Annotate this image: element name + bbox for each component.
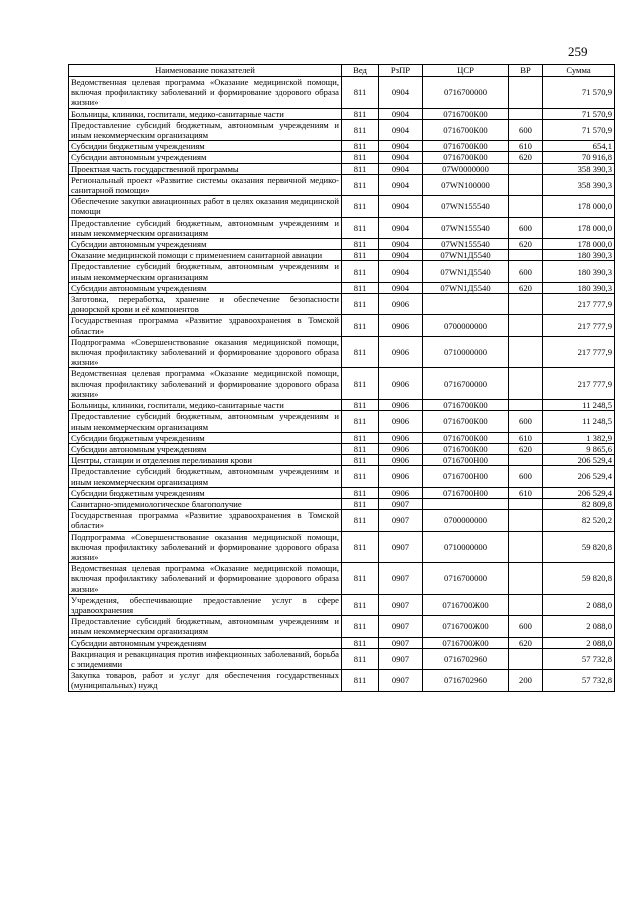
cell-vr: 200 [509, 670, 543, 691]
cell-name: Предоставление субсидий бюджетным, автономным учреждениям и иным некоммерческим организациям [69, 119, 342, 140]
cell-vr [509, 163, 543, 174]
cell-vr: 620 [509, 443, 543, 454]
header-name: Наименование показателей [69, 65, 342, 77]
cell-csr: 0716700К00 [423, 141, 509, 152]
cell-name: Заготовка, переработка, хранение и обеспечение безопасности донорской крови и её компонентов [69, 294, 342, 315]
table-row [69, 648, 615, 669]
cell-csr: 0716700Ж00 [423, 594, 509, 615]
cell-sum: 180 390,3 [543, 250, 615, 261]
cell-vr: 610 [509, 432, 543, 443]
cell-name: Обеспечение закупки авиационных работ в целях оказания медицинской помощи [69, 196, 342, 217]
cell-sum: 180 390,3 [543, 282, 615, 293]
table-row [69, 163, 615, 174]
cell-csr: 0716700К00 [423, 432, 509, 443]
cell-name: Предоставление субсидий бюджетным, автономным учреждениям и иным некоммерческим организациям [69, 411, 342, 432]
cell-csr: 07WN155540 [423, 196, 509, 217]
cell-sum: 358 390,3 [543, 163, 615, 174]
cell-ved: 811 [342, 432, 379, 443]
cell-vr: 620 [509, 239, 543, 250]
cell-ved: 811 [342, 648, 379, 669]
cell-sum: 9 865,6 [543, 443, 615, 454]
cell-name: Центры, станции и отделения переливания крови [69, 455, 342, 466]
cell-csr: 0710000000 [423, 336, 509, 368]
cell-rzpr: 0907 [379, 637, 423, 648]
cell-name: Предоставление субсидий бюджетным, автономным учреждениям и иным некоммерческим организациям [69, 616, 342, 637]
cell-vr: 620 [509, 152, 543, 163]
cell-csr: 0716700000 [423, 77, 509, 109]
table-row [69, 108, 615, 119]
cell-sum: 1 382,9 [543, 432, 615, 443]
cell-sum: 11 248,5 [543, 400, 615, 411]
cell-ved: 811 [342, 174, 379, 195]
cell-name: Субсидии автономным учреждениям [69, 443, 342, 454]
cell-sum: 71 570,9 [543, 119, 615, 140]
table-row [69, 498, 615, 509]
cell-vr: 600 [509, 466, 543, 487]
cell-rzpr: 0907 [379, 648, 423, 669]
cell-csr [423, 294, 509, 315]
cell-name: Ведомственная целевая программа «Оказание медицинской помощи, включая профилактику заболеваний и формирование здорового образа жизни» [69, 563, 342, 595]
cell-sum: 217 777,9 [543, 368, 615, 400]
cell-rzpr: 0907 [379, 670, 423, 691]
cell-ved: 811 [342, 443, 379, 454]
cell-csr: 0716700Н00 [423, 466, 509, 487]
cell-sum: 206 529,4 [543, 487, 615, 498]
cell-csr: 07WN1Д5540 [423, 261, 509, 282]
cell-vr [509, 336, 543, 368]
cell-sum: 217 777,9 [543, 294, 615, 315]
cell-ved: 811 [342, 510, 379, 531]
table-row [69, 152, 615, 163]
cell-ved: 811 [342, 411, 379, 432]
cell-vr [509, 108, 543, 119]
cell-sum: 178 000,0 [543, 217, 615, 238]
cell-csr: 0716700К00 [423, 119, 509, 140]
cell-name: Государственная программа «Развитие здравоохранения в Томской области» [69, 315, 342, 336]
cell-name: Больницы, клиники, госпитали, медико-санитарные части [69, 108, 342, 119]
cell-rzpr: 0904 [379, 77, 423, 109]
table-row [69, 510, 615, 531]
cell-rzpr: 0906 [379, 443, 423, 454]
cell-vr [509, 594, 543, 615]
cell-ved: 811 [342, 563, 379, 595]
table-row [69, 594, 615, 615]
table-row [69, 487, 615, 498]
cell-name: Закупка товаров, работ и услуг для обеспечения государственных (муниципальных) нужд [69, 670, 342, 691]
cell-name: Предоставление субсидий бюджетным, автономным учреждениям и иным некоммерческим организациям [69, 466, 342, 487]
cell-ved: 811 [342, 282, 379, 293]
cell-csr: 07WN155540 [423, 239, 509, 250]
cell-sum: 2 088,0 [543, 594, 615, 615]
cell-rzpr: 0904 [379, 261, 423, 282]
cell-rzpr: 0904 [379, 152, 423, 163]
cell-ved: 811 [342, 250, 379, 261]
cell-ved: 811 [342, 531, 379, 563]
cell-rzpr: 0907 [379, 510, 423, 531]
cell-vr [509, 531, 543, 563]
cell-name: Проектная часть государственной программы [69, 163, 342, 174]
cell-csr: 07WN155540 [423, 217, 509, 238]
cell-vr [509, 77, 543, 109]
cell-ved: 811 [342, 152, 379, 163]
cell-vr [509, 368, 543, 400]
cell-ved: 811 [342, 239, 379, 250]
cell-name: Ведомственная целевая программа «Оказание медицинской помощи, включая профилактику заболеваний и формирование здорового образа жизни» [69, 77, 342, 109]
table-row [69, 294, 615, 315]
table-row [69, 315, 615, 336]
header-ved: Вед [342, 65, 379, 77]
cell-ved: 811 [342, 637, 379, 648]
cell-rzpr: 0906 [379, 432, 423, 443]
cell-name: Государственная программа «Развитие здравоохранения в Томской области» [69, 510, 342, 531]
cell-name: Субсидии автономным учреждениям [69, 152, 342, 163]
cell-sum: 217 777,9 [543, 315, 615, 336]
page-number: 259 [568, 44, 588, 59]
cell-vr [509, 400, 543, 411]
table-row [69, 400, 615, 411]
cell-name: Больницы, клиники, госпитали, медико-санитарные части [69, 400, 342, 411]
cell-csr: 0716700К00 [423, 411, 509, 432]
cell-ved: 811 [342, 368, 379, 400]
cell-sum: 206 529,4 [543, 466, 615, 487]
cell-rzpr: 0904 [379, 174, 423, 195]
cell-vr [509, 563, 543, 595]
cell-sum: 71 570,9 [543, 77, 615, 109]
cell-rzpr: 0904 [379, 239, 423, 250]
cell-vr [509, 250, 543, 261]
cell-sum: 59 820,8 [543, 563, 615, 595]
cell-ved: 811 [342, 616, 379, 637]
cell-ved: 811 [342, 315, 379, 336]
cell-csr: 0716700000 [423, 563, 509, 595]
cell-sum: 654,1 [543, 141, 615, 152]
table-row [69, 174, 615, 195]
cell-ved: 811 [342, 400, 379, 411]
cell-vr [509, 498, 543, 509]
cell-vr: 600 [509, 616, 543, 637]
table-row [69, 563, 615, 595]
cell-name: Субсидии бюджетным учреждениям [69, 487, 342, 498]
cell-csr: 0716700К00 [423, 108, 509, 119]
cell-sum: 180 390,3 [543, 261, 615, 282]
cell-csr: 07WN1Д5540 [423, 250, 509, 261]
table-row [69, 261, 615, 282]
cell-rzpr: 0904 [379, 282, 423, 293]
cell-rzpr: 0907 [379, 616, 423, 637]
header-sum: Сумма [543, 65, 615, 77]
cell-csr: 0716700К00 [423, 400, 509, 411]
table-row [69, 77, 615, 109]
cell-vr [509, 174, 543, 195]
cell-rzpr: 0904 [379, 119, 423, 140]
table-row [69, 443, 615, 454]
cell-ved: 811 [342, 594, 379, 615]
cell-csr: 0716700Н00 [423, 455, 509, 466]
cell-sum: 57 732,8 [543, 648, 615, 669]
table-body [69, 77, 615, 692]
table-row [69, 455, 615, 466]
cell-ved: 811 [342, 487, 379, 498]
cell-vr [509, 294, 543, 315]
cell-name: Санитарно-эпидемиологическое благополучие [69, 498, 342, 509]
cell-csr: 0716700Ж00 [423, 637, 509, 648]
cell-ved: 811 [342, 77, 379, 109]
header-csr: ЦСР [423, 65, 509, 77]
cell-sum: 358 390,3 [543, 174, 615, 195]
cell-ved: 811 [342, 108, 379, 119]
budget-table [68, 64, 615, 692]
cell-name: Подпрограмма «Совершенствование оказания медицинской помощи, включая профилактику заболеваний и формирование здорового образа жизни» [69, 336, 342, 368]
cell-rzpr: 0907 [379, 594, 423, 615]
cell-csr: 07W0000000 [423, 163, 509, 174]
cell-sum: 70 916,8 [543, 152, 615, 163]
cell-csr: 0716700Ж00 [423, 616, 509, 637]
cell-vr: 600 [509, 261, 543, 282]
cell-sum: 2 088,0 [543, 637, 615, 648]
cell-vr: 610 [509, 141, 543, 152]
cell-csr: 0716702960 [423, 648, 509, 669]
cell-rzpr: 0904 [379, 196, 423, 217]
cell-csr: 0716700Н00 [423, 487, 509, 498]
cell-rzpr: 0906 [379, 294, 423, 315]
cell-ved: 811 [342, 261, 379, 282]
cell-sum: 2 088,0 [543, 616, 615, 637]
cell-csr: 0710000000 [423, 531, 509, 563]
cell-rzpr: 0904 [379, 108, 423, 119]
cell-csr: 0716700К00 [423, 152, 509, 163]
cell-vr: 600 [509, 411, 543, 432]
cell-name: Предоставление субсидий бюджетным, автономным учреждениям и иным некоммерческим организациям [69, 261, 342, 282]
cell-sum: 178 000,0 [543, 196, 615, 217]
cell-sum: 206 529,4 [543, 455, 615, 466]
cell-rzpr: 0906 [379, 455, 423, 466]
cell-name: Региональный проект «Развитие системы оказания первичной медико-санитарной помощи» [69, 174, 342, 195]
cell-rzpr: 0907 [379, 531, 423, 563]
table-row [69, 282, 615, 293]
table-row [69, 217, 615, 238]
cell-rzpr: 0906 [379, 487, 423, 498]
table-row [69, 368, 615, 400]
header-vr: ВР [509, 65, 543, 77]
cell-rzpr: 0904 [379, 250, 423, 261]
cell-sum: 178 000,0 [543, 239, 615, 250]
cell-rzpr: 0907 [379, 498, 423, 509]
cell-vr: 620 [509, 637, 543, 648]
cell-csr: 0700000000 [423, 510, 509, 531]
cell-ved: 811 [342, 498, 379, 509]
table-row [69, 670, 615, 691]
cell-sum: 82 520,2 [543, 510, 615, 531]
cell-ved: 811 [342, 141, 379, 152]
cell-ved: 811 [342, 119, 379, 140]
cell-sum: 59 820,8 [543, 531, 615, 563]
table-row [69, 141, 615, 152]
cell-rzpr: 0904 [379, 141, 423, 152]
cell-ved: 811 [342, 294, 379, 315]
cell-vr [509, 510, 543, 531]
cell-rzpr: 0906 [379, 336, 423, 368]
cell-csr: 07WN100000 [423, 174, 509, 195]
cell-rzpr: 0906 [379, 411, 423, 432]
cell-name: Субсидии автономным учреждениям [69, 637, 342, 648]
table-row [69, 432, 615, 443]
cell-vr [509, 648, 543, 669]
cell-name: Субсидии бюджетным учреждениям [69, 432, 342, 443]
cell-vr: 600 [509, 217, 543, 238]
cell-name: Учреждения, обеспечивающие предоставление услуг в сфере здравоохранения [69, 594, 342, 615]
cell-ved: 811 [342, 466, 379, 487]
cell-sum: 82 809,8 [543, 498, 615, 509]
table-row [69, 119, 615, 140]
cell-sum: 57 732,8 [543, 670, 615, 691]
cell-csr: 0700000000 [423, 315, 509, 336]
cell-ved: 811 [342, 196, 379, 217]
cell-csr: 07WN1Д5540 [423, 282, 509, 293]
cell-rzpr: 0906 [379, 400, 423, 411]
table-row [69, 336, 615, 368]
cell-rzpr: 0906 [379, 315, 423, 336]
cell-csr: 0716700К00 [423, 443, 509, 454]
cell-vr [509, 196, 543, 217]
cell-ved: 811 [342, 670, 379, 691]
table-row [69, 239, 615, 250]
table-row [69, 466, 615, 487]
cell-sum: 217 777,9 [543, 336, 615, 368]
cell-csr [423, 498, 509, 509]
cell-vr: 620 [509, 282, 543, 293]
cell-vr [509, 315, 543, 336]
cell-name: Предоставление субсидий бюджетным, автономным учреждениям и иным некоммерческим организациям [69, 217, 342, 238]
cell-ved: 811 [342, 163, 379, 174]
cell-vr [509, 455, 543, 466]
header-rzpr: РзПР [379, 65, 423, 77]
cell-sum: 11 248,5 [543, 411, 615, 432]
table-row [69, 411, 615, 432]
cell-name: Субсидии бюджетным учреждениям [69, 141, 342, 152]
table-row [69, 250, 615, 261]
cell-csr: 0716702960 [423, 670, 509, 691]
cell-ved: 811 [342, 455, 379, 466]
table-row [69, 196, 615, 217]
cell-name: Оказание медицинской помощи с применением санитарной авиации [69, 250, 342, 261]
table-row [69, 637, 615, 648]
cell-name: Субсидии автономным учреждениям [69, 239, 342, 250]
cell-vr: 610 [509, 487, 543, 498]
cell-rzpr: 0906 [379, 466, 423, 487]
cell-rzpr: 0907 [379, 563, 423, 595]
cell-csr: 0716700000 [423, 368, 509, 400]
table-header-row [69, 65, 615, 77]
cell-sum: 71 570,9 [543, 108, 615, 119]
cell-ved: 811 [342, 217, 379, 238]
table-row [69, 616, 615, 637]
cell-rzpr: 0906 [379, 368, 423, 400]
cell-rzpr: 0904 [379, 217, 423, 238]
cell-name: Подпрограмма «Совершенствование оказания медицинской помощи, включая профилактику заболеваний и формирование здорового образа жизни» [69, 531, 342, 563]
cell-name: Субсидии автономным учреждениям [69, 282, 342, 293]
cell-name: Ведомственная целевая программа «Оказание медицинской помощи, включая профилактику заболеваний и формирование здорового образа жизни» [69, 368, 342, 400]
table-row [69, 531, 615, 563]
cell-vr: 600 [509, 119, 543, 140]
cell-rzpr: 0904 [379, 163, 423, 174]
cell-name: Вакцинация и ревакцинация против инфекционных заболеваний, борьба с эпидемиями [69, 648, 342, 669]
cell-ved: 811 [342, 336, 379, 368]
